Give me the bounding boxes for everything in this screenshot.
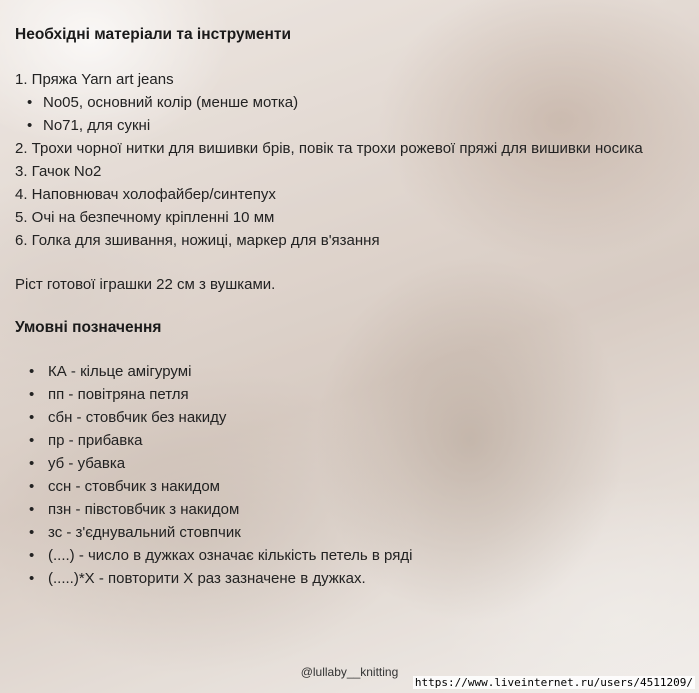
list-item: • КА - кільце амігурумі (29, 360, 679, 383)
list-item: • уб - убавка (29, 452, 679, 475)
bullet-icon: • (29, 524, 35, 541)
legend-heading: Умовні позначення (15, 319, 162, 336)
bullet-icon: • (29, 386, 35, 403)
bullet-icon: • (29, 455, 35, 472)
bullet-icon: • (29, 432, 35, 449)
materials-item-thread: 2. Трохи чорної нитки для вишивки брів, повік та трохи рожевої пряжі для вишивки носика (15, 140, 643, 157)
materials-item-tools: 6. Голка для зшивання, ножиці, маркер для в'язання (15, 232, 380, 249)
bullet-icon: • (29, 547, 35, 564)
materials-item-yarn: 1. Пряжа Yarn art jeans (15, 71, 174, 88)
bullet-icon: • (29, 501, 35, 518)
source-url[interactable]: https://www.liveinternet.ru/users/4511209/ (414, 676, 693, 689)
bullet-icon: • (29, 363, 35, 380)
bullet-icon: • (27, 94, 33, 111)
list-item: • пр - прибавка (29, 429, 679, 452)
list-item: • сбн - стовбчик без накиду (29, 406, 679, 429)
list-item: • ссн - стовбчик з накидом (29, 475, 679, 498)
bullet-icon: • (29, 409, 35, 426)
bullet-icon: • (29, 570, 35, 587)
materials-heading: Необхідні матеріали та інструменти (15, 26, 292, 43)
materials-item-filler: 4. Наповнювач холофайбер/синтепух (15, 186, 276, 203)
list-item: • (.....)*Х - повторити Х раз зазначене в дужках. (29, 567, 679, 590)
list-item: • (....) - число в дужках означає кількість петель в ряді (29, 544, 679, 567)
materials-item-hook: 3. Гачок No2 (15, 163, 102, 180)
toy-height-note: Ріст готової іграшки 22 см з вушками. (15, 276, 276, 293)
list-item: • зс - з'єднувальний стовпчик (29, 521, 679, 544)
list-item: • No71, для сукні (27, 114, 679, 137)
author-handle: @lullaby__knitting (300, 665, 399, 679)
bullet-icon: • (27, 117, 33, 134)
text-content (15, 24, 679, 590)
list-item: • No05, основний колір (менше мотка) (27, 91, 679, 114)
list-item: • пп - повітряна петля (29, 383, 679, 406)
materials-item-eyes: 5. Очі на безпечному кріпленні 10 мм (15, 209, 275, 226)
bullet-icon: • (29, 478, 35, 495)
legend-list (15, 360, 679, 590)
list-item: • пзн - півстовбчик з накидом (29, 498, 679, 521)
yarn-sublist (15, 91, 679, 137)
